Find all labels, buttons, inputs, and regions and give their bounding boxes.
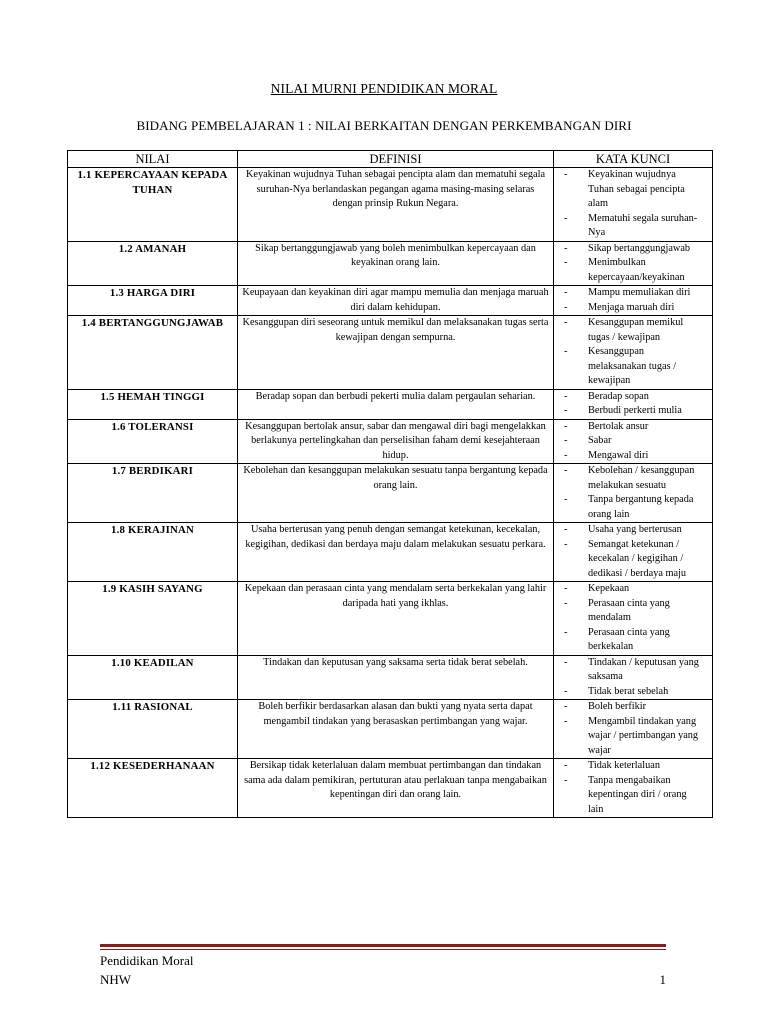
keywords-cell	[554, 464, 713, 523]
value-name-cell: 1.2 AMANAH	[68, 241, 238, 286]
table-header-row	[68, 151, 713, 168]
definition-cell: Boleh berfikir berdasarkan alasan dan bukti yang nyata serta dapat mengambil tindakan yang berasaskan pertimbangan yang wajar.	[238, 700, 554, 759]
column-header-kata-kunci: KATA KUNCI	[554, 151, 713, 168]
value-name-cell: 1.11 RASIONAL	[68, 700, 238, 759]
keyword-list	[558, 316, 708, 389]
keyword-list	[558, 286, 708, 315]
table-row	[68, 464, 713, 523]
table-row	[68, 389, 713, 419]
definition-cell: Sikap bertanggungjawab yang boleh menimbulkan kepercayaan dan keyakinan orang lain.	[238, 241, 554, 286]
definition-cell: Kesanggupan bertolak ansur, sabar dan mengawal diri bagi mengelakkan berlakunya pertelingkahan dan perselisihan faham demi kesejahteraan hidup.	[238, 419, 554, 464]
keywords-cell	[554, 655, 713, 700]
keyword-item: - Menimbulkan kepercayaan/keyakinan	[558, 256, 708, 285]
value-name-cell: 1.3 HARGA DIRI	[68, 286, 238, 316]
footer-rule	[100, 944, 666, 947]
table-row	[68, 286, 713, 316]
keywords-cell	[554, 389, 713, 419]
keyword-list	[558, 523, 708, 581]
keywords-cell	[554, 700, 713, 759]
value-name-cell: 1.7 BERDIKARI	[68, 464, 238, 523]
keyword-item: - Perasaan cinta yang mendalam	[558, 597, 708, 626]
keyword-item: - Bertolak ansur	[558, 420, 708, 435]
column-header-nilai: NILAI	[68, 151, 238, 168]
footer-subject: Pendidikan Moral	[100, 953, 194, 968]
value-name-cell: 1.5 HEMAH TINGGI	[68, 389, 238, 419]
keyword-item: - Menjaga maruah diri	[558, 301, 708, 316]
keyword-item: - Tindakan / keputusan yang saksama	[558, 656, 708, 685]
keyword-item: - Tanpa bergantung kepada orang lain	[558, 493, 708, 522]
value-name-cell: 1.1 KEPERCAYAAN KEPADA TUHAN	[68, 168, 238, 242]
keyword-item: - Boleh berfikir	[558, 700, 708, 715]
definition-cell: Usaha berterusan yang penuh dengan semangat ketekunan, kecekalan, kegigihan, dedikasi dan berdaya maju dalam melakukan sesuatu perkara.	[238, 523, 554, 582]
table-row	[68, 523, 713, 582]
keyword-item: - Tidak berat sebelah	[558, 685, 708, 700]
keyword-item: - Beradap sopan	[558, 390, 708, 405]
keywords-cell	[554, 419, 713, 464]
keyword-list	[558, 242, 708, 286]
value-name-cell: 1.12 KESEDERHANAAN	[68, 759, 238, 818]
keywords-cell	[554, 523, 713, 582]
keywords-cell	[554, 241, 713, 286]
table-row	[68, 582, 713, 656]
table-row	[68, 316, 713, 390]
keyword-item: - Kesanggupan memikul tugas / kewajipan	[558, 316, 708, 345]
keywords-cell	[554, 168, 713, 242]
table-row	[68, 700, 713, 759]
keyword-item: - Tidak keterlaluan	[558, 759, 708, 774]
keyword-list	[558, 700, 708, 758]
value-name-cell: 1.9 KASIH SAYANG	[68, 582, 238, 656]
table-row	[68, 655, 713, 700]
column-header-definisi: DEFINISI	[238, 151, 554, 168]
definition-cell: Beradap sopan dan berbudi pekerti mulia dalam pergaulan seharian.	[238, 389, 554, 419]
keyword-item: - Mampu memuliakan diri	[558, 286, 708, 301]
page-title: NILAI MURNI PENDIDIKAN MORAL	[270, 81, 498, 96]
definition-cell: Kesanggupan diri seseorang untuk memikul dan melaksanakan tugas serta kewajipan dengan sempurna.	[238, 316, 554, 390]
keyword-list	[558, 420, 708, 464]
definition-cell: Keupayaan dan keyakinan diri agar mampu memulia dan menjaga maruah diri dalam kehidupan.	[238, 286, 554, 316]
keyword-list	[558, 582, 708, 655]
value-name-cell: 1.10 KEADILAN	[68, 655, 238, 700]
keyword-item: - Tanpa mengabaikan kepentingan diri / orang lain	[558, 774, 708, 818]
table-row	[68, 168, 713, 242]
keyword-item: - Usaha yang berterusan	[558, 523, 708, 538]
keyword-list	[558, 759, 708, 817]
keyword-item: - Perasaan cinta yang berkekalan	[558, 626, 708, 655]
footer-rule-thin	[100, 949, 666, 950]
keywords-cell	[554, 582, 713, 656]
keywords-cell	[554, 316, 713, 390]
keyword-list	[558, 168, 708, 241]
keyword-list	[558, 464, 708, 522]
keyword-item: - Sikap bertanggungjawab	[558, 242, 708, 257]
keyword-list	[558, 390, 708, 419]
table-body	[68, 168, 713, 818]
definition-cell: Kepekaan dan perasaan cinta yang mendalam serta berkekalan yang lahir daripada hati yang ikhlas.	[238, 582, 554, 656]
value-name-cell: 1.4 BERTANGGUNGJAWAB	[68, 316, 238, 390]
keyword-item: - Mengambil tindakan yang wajar / pertimbangan yang wajar	[558, 715, 708, 759]
table-row	[68, 759, 713, 818]
keyword-item: - Kesanggupan melaksanakan tugas / kewajipan	[558, 345, 708, 389]
keyword-item: - Semangat ketekunan / kecekalan / kegigihan / dedikasi / berdaya maju	[558, 538, 708, 582]
value-name-cell: 1.8 KERAJINAN	[68, 523, 238, 582]
definition-cell: Bersikap tidak keterlaluan dalam membuat pertimbangan dan tindakan sama ada dalam pemikiran, pertuturan atau perlakuan tanpa mengabaikan kepentingan diri dan orang lain.	[238, 759, 554, 818]
keyword-item: - Berbudi perkerti mulia	[558, 404, 708, 419]
keyword-item: - Mengawal diri	[558, 449, 708, 464]
keywords-cell	[554, 286, 713, 316]
footer-author: NHW	[100, 972, 132, 987]
page-subtitle: BIDANG PEMBELAJARAN 1 : NILAI BERKAITAN DENGAN PERKEMBANGAN DIRI	[136, 118, 632, 133]
keyword-item: - Mematuhi segala suruhan-Nya	[558, 212, 708, 241]
definition-cell: Kebolehan dan kesanggupan melakukan sesuatu tanpa bergantung kepada orang lain.	[238, 464, 554, 523]
definition-cell: Keyakinan wujudnya Tuhan sebagai pencipta alam dan mematuhi segala suruhan-Nya berlandaskan pegangan agama masing-masing selaras dengan prinsip Rukun Negara.	[238, 168, 554, 242]
table-row	[68, 419, 713, 464]
keyword-item: - Kebolehan / kesanggupan melakukan sesuatu	[558, 464, 708, 493]
keywords-cell	[554, 759, 713, 818]
keyword-item: - Kepekaan	[558, 582, 708, 597]
values-table	[67, 150, 713, 818]
keyword-item: - Keyakinan wujudnya Tuhan sebagai pencipta alam	[558, 168, 708, 212]
table-row	[68, 241, 713, 286]
keyword-list	[558, 656, 708, 700]
page-number: 1	[659, 972, 666, 987]
definition-cell: Tindakan dan keputusan yang saksama serta tidak berat sebelah.	[238, 655, 554, 700]
keyword-item: - Sabar	[558, 434, 708, 449]
value-name-cell: 1.6 TOLERANSI	[68, 419, 238, 464]
